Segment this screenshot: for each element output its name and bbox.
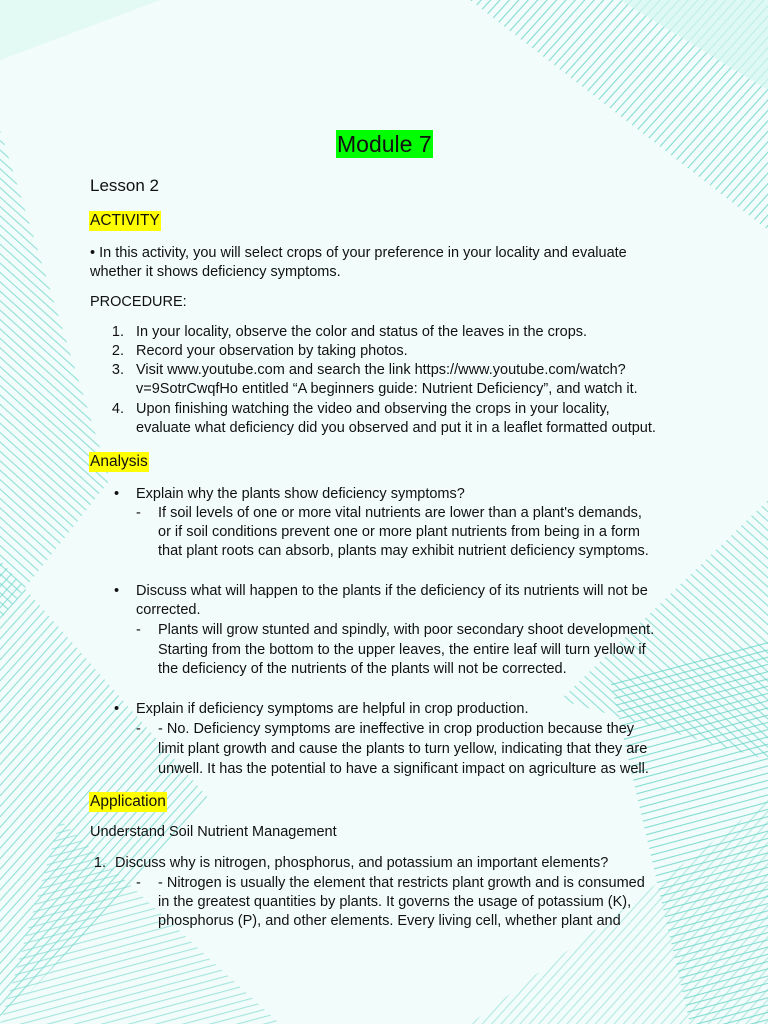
- procedure-label: PROCEDURE:: [90, 294, 187, 310]
- analysis-answer: Plants will grow stunted and spindly, with poor secondary shoot development.: [158, 622, 655, 638]
- step-text: Visit www.youtube.com and search the link https://www.youtube.com/watch?: [136, 362, 626, 378]
- application-question: Discuss why is nitrogen, phosphorus, and potassium an important elements?: [115, 855, 609, 871]
- bullet-icon: •: [114, 583, 120, 599]
- step-text: evaluate what deficiency did you observed and put it in a leaflet formatted output.: [136, 420, 656, 436]
- step-text: v=9SotrCwqfHo entitled “A beginners guide: Nutrient Deficiency”, and watch it.: [136, 381, 638, 397]
- dash-marker: -: [136, 875, 141, 891]
- application-heading: Application: [90, 793, 166, 810]
- activity-intro-line: whether it shows deficiency symptoms.: [90, 264, 341, 280]
- application-answer: phosphorus (P), and other elements. Every living cell, whether plant and: [158, 913, 621, 929]
- analysis-question: Discuss what will happen to the plants if the deficiency of its nutrients will not be: [136, 583, 648, 599]
- activity-intro-line: • In this activity, you will select crops of your preference in your locality and evaluate: [90, 245, 627, 261]
- analysis-answer: the deficiency of the nutrients of the plants will not be corrected.: [158, 661, 567, 677]
- step-text: In your locality, observe the color and status of the leaves in the crops.: [136, 324, 588, 340]
- application-subheading: Understand Soil Nutrient Management: [90, 824, 337, 840]
- activity-heading: ACTIVITY: [90, 212, 160, 229]
- lesson-label: Lesson 2: [90, 176, 159, 195]
- application-answer: in the greatest quantities by plants. It governs the usage of potassium (K),: [158, 894, 632, 910]
- bullet-icon: •: [114, 701, 120, 717]
- analysis-answer: Starting from the bottom to the upper leaves, the entire leaf will turn yellow if: [158, 642, 646, 658]
- analysis-answer: unwell. It has the potential to have a significant impact on agriculture as well.: [158, 761, 649, 777]
- step-number: 4.: [111, 401, 124, 417]
- step-text: Upon finishing watching the video and observing the crops in your locality,: [136, 401, 610, 417]
- dash-marker: -: [136, 721, 141, 737]
- dash-marker: -: [136, 622, 141, 638]
- question-number: 1.: [93, 855, 106, 871]
- analysis-question: Explain if deficiency symptoms are helpful in crop production.: [136, 701, 529, 717]
- dash-marker: -: [136, 505, 141, 521]
- analysis-answer: that plant roots can absorb, plants may exhibit nutrient deficiency symptoms.: [158, 543, 649, 559]
- analysis-answer: If soil levels of one or more vital nutrients are lower than a plant's demands,: [158, 505, 642, 521]
- module-title: Module 7: [337, 131, 432, 157]
- step-number: 2.: [111, 343, 124, 359]
- analysis-heading: Analysis: [90, 453, 148, 470]
- step-text: Record your observation by taking photos.: [136, 343, 408, 359]
- analysis-question: Explain why the plants show deficiency symptoms?: [136, 486, 465, 502]
- step-number: 1.: [111, 324, 124, 340]
- analysis-answer: - No. Deficiency symptoms are ineffective in crop production because they: [158, 721, 635, 737]
- bullet-icon: •: [114, 486, 120, 502]
- application-answer: - Nitrogen is usually the element that restricts plant growth and is consumed: [158, 875, 645, 891]
- analysis-answer: or if soil conditions prevent one or more plant nutrients from being in a form: [158, 524, 640, 540]
- analysis-answer: limit plant growth and cause the plants to turn yellow, indicating that they are: [158, 741, 648, 757]
- analysis-question: corrected.: [136, 602, 201, 618]
- step-number: 3.: [111, 362, 124, 378]
